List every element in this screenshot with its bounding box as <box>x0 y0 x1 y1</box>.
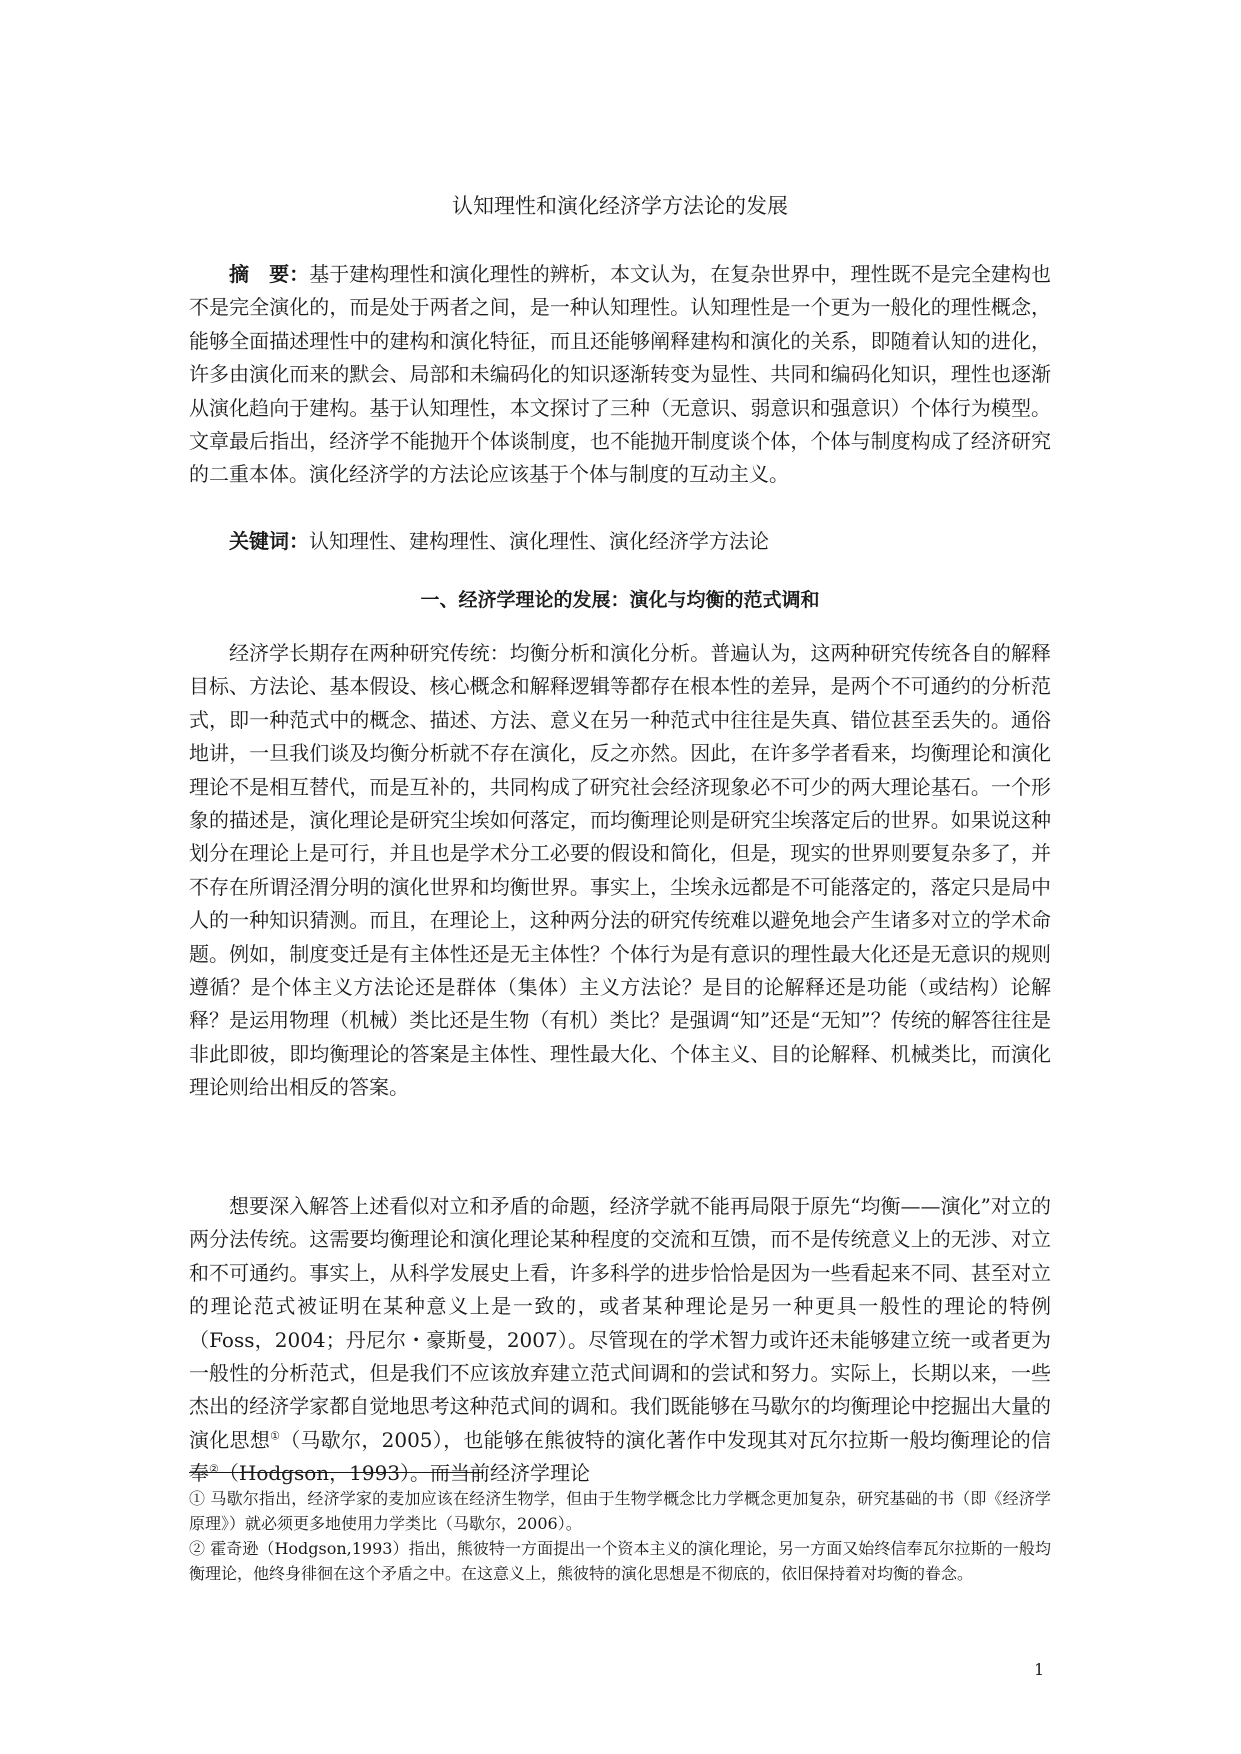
abstract-label: 摘 要： <box>229 262 310 286</box>
page-number: 1 <box>1034 1660 1045 1679</box>
footnote-1: ① 马歇尔指出，经济学家的麦加应该在经济生物学，但由于生物学概念比力学概念更加复杂，研究基础的书（即《经济学原理》）就必须更多地使用力学类比（马歇尔，2006）。 <box>189 1489 1051 1533</box>
abstract-paragraph <box>189 258 1051 492</box>
abstract-text: 基于建构理性和演化理性的辨析，本文认为，在复杂世界中，理性既不是完全建构也不是完全演化的，而是处于两者之间，是一种认知理性。认知理性是一个更为一般化的理性概念，能够全面描述理性中的建构和演化特征，而且还能够阐释建构和演化的关系，即随着认知的进化，许多由演化而来的默会、局部和未编码化的知识逐渐转变为显性、共同和编码化知识，理性也逐渐从演化趋向于建构。基于认知理性，本文探讨了三种（无意识、弱意识和强意识）个体行为模型。文章最后指出，经济学不能抛开个体谈制度，也不能抛开制度谈个体，个体与制度构成了经济研究的二重本体。演化经济学的方法论应该基于个体与制度的互动主义。 <box>189 262 1052 487</box>
document-title: 认知理性和演化经济学方法论的发展 <box>452 194 788 218</box>
body-paragraph-2 <box>189 1190 1051 1491</box>
body-paragraph-1: 经济学长期存在两种研究传统：均衡分析和演化分析。普遍认为，这两种研究传统各自的解释目标、方法论、基本假设、核心概念和解释逻辑等都存在根本性的差异，是两个不可通约的分析范式，即一种范式中的概念、描述、方法、意义在另一种范式中往往是失真、错位甚至丢失的。通俗地讲，一旦我们谈及均衡分析就不存在演化，反之亦然。因此，在许多学者看来，均衡理论和演化理论不是相互替代，而是互补的，共同构成了研究社会经济现象必不可少的两大理论基石。一个形象的描述是，演化理论是研究尘埃如何落定，而均衡理论则是研究尘埃落定后的世界。如果说这种划分在理论上是可行，并且也是学术分工必要的假设和简化，但是，现实的世界则要复杂多了，并不存在所谓泾渭分明的演化世界和均衡世界。事实上，尘埃永远都是不可能落定的，落定只是局中人的一种知识猜测。而且，在理论上，这种两分法的研究传统难以避免地会产生诸多对立的学术命题。例如，制度变迁是有主体性还是无主体性？个体行为是有意识的理性最大化还是无意识的规则遵循？是个体主义方法论还是群体（集体）主义方法论？是目的论解释还是功能（或结构）论解释？是运用物理（机械）类比还是生物（有机）类比？是强调“知”还是“无知”？传统的解答往往是非此即彼，即均衡理论的答案是主体性、理性最大化、个体主义、目的论解释、机械类比，而演化理论则给出相反的答案。 <box>189 641 1051 1100</box>
footnote-2: ② 霍奇逊（Hodgson,1993）指出，熊彼特一方面提出一个资本主义的演化理论，另一方面又始终信奉瓦尔拉斯的一般均衡理论，他终身徘徊在这个矛盾之中。在这意义上，熊彼特的演化思想是不彻底的，依旧保持着对均衡的眷念。 <box>189 1539 1051 1583</box>
footnote-divider <box>189 1472 484 1473</box>
footnotes <box>189 1486 1051 1586</box>
footnote-ref-1[interactable]: ① <box>270 1429 281 1443</box>
keywords-label: 关键词： <box>229 529 309 553</box>
paragraph-2-text-3: （Hodgson，1993）。而当前经济学理论 <box>218 1461 591 1486</box>
footnote-ref-2[interactable]: ② <box>209 1462 219 1476</box>
paragraph-2-text-1: 想要深入解答上述看似对立和矛盾的命题，经济学就不能再局限于原先“均衡——演化”对立的两分法传统。这需要均衡理论和演化理论某种程度的交流和互馈，而不是传统意义上的无涉、对立和不可通约。事实上，从科学发展史上看，许多科学的进步恰恰是因为一些看起来不同、甚至对立的理论范式被证明在某种意义上是一致的，或者某种理论是另一种更具一般性的理论的特例（Foss，2004；丹尼尔・豪斯曼，2007）。尽管现在的学术智力或许还未能够建立统一或者更为一般性的分析范式，但是我们不应该放弃建立范式间调和的尝试和努力。实际上，长期以来，一些杰出的经济学家都自觉地思考这种范式间的调和。我们既能够在马歇尔的均衡理论中挖掘出大量的演化思想 <box>189 1194 1051 1452</box>
keywords-text: 认知理性、建构理性、演化理性、演化经济学方法论 <box>309 529 769 553</box>
keywords-paragraph <box>189 525 1051 558</box>
paragraph-2-text-2: （马歇尔，2005），也能够在熊彼特的演化著作中发现其对瓦尔拉斯一般均衡理论的信奉 <box>189 1427 1051 1486</box>
section-heading: 一、经济学理论的发展：演化与均衡的范式调和 <box>420 589 820 611</box>
